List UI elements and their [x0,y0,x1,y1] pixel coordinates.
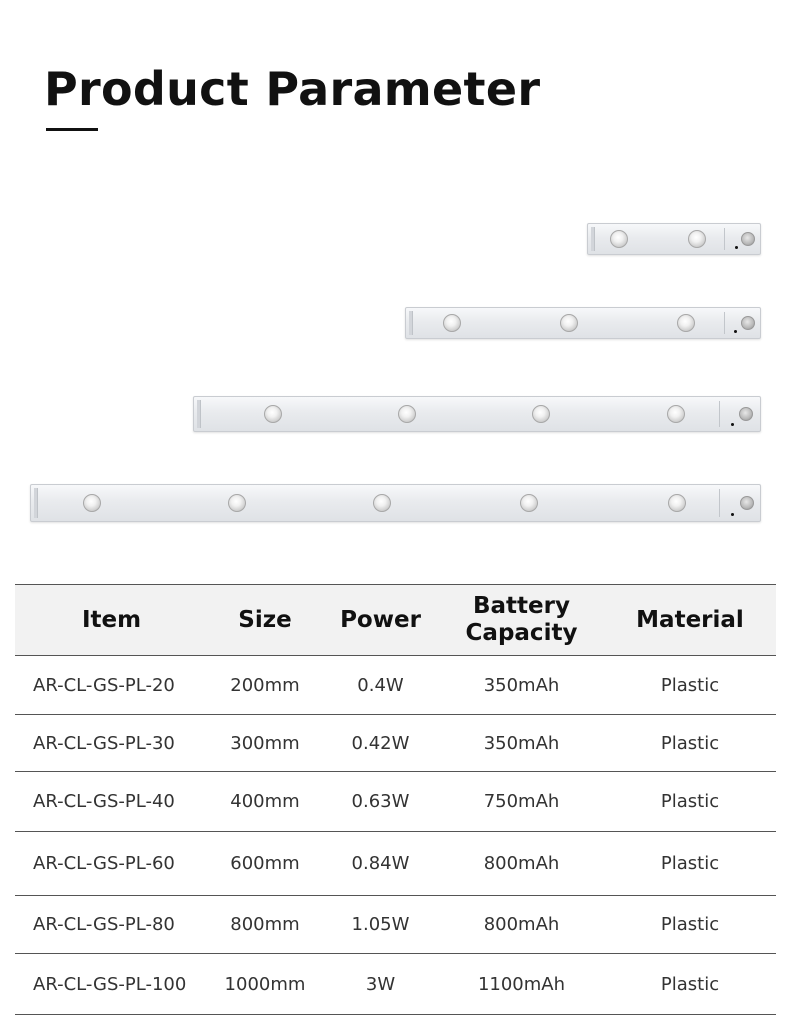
cell-size: 800mm [208,896,322,954]
table-row [15,954,776,1015]
cell-size: 1000mm [208,954,322,1015]
bar-divider [719,489,720,517]
cell-material: Plastic [604,896,776,954]
column-header-size: Size [208,585,322,656]
cell-battery: 350mAh [439,715,604,772]
cell-material: Plastic [604,715,776,772]
led-icon [668,494,686,512]
led-icon [443,314,461,332]
cell-battery: 800mAh [439,896,604,954]
light-bar-medium [405,307,761,339]
product-parameter-table [15,584,776,1015]
cell-item: AR-CL-GS-PL-30 [15,715,208,772]
led-icon [688,230,706,248]
cell-power: 0.63W [322,772,439,832]
column-header-material: Material [604,585,776,656]
sensor-icon [741,316,755,330]
bar-divider [724,312,725,334]
cell-item: AR-CL-GS-PL-60 [15,832,208,896]
column-header-item: Item [15,585,208,656]
cell-battery: 800mAh [439,832,604,896]
cell-size: 600mm [208,832,322,896]
cell-battery: 350mAh [439,656,604,715]
led-icon [560,314,578,332]
led-icon [83,494,101,512]
led-icon [228,494,246,512]
bar-endcap [197,400,201,428]
cell-size: 400mm [208,772,322,832]
column-header-power: Power [322,585,439,656]
cell-item: AR-CL-GS-PL-20 [15,656,208,715]
bar-endcap [591,227,595,251]
led-icon [398,405,416,423]
sensor-icon [740,496,754,510]
led-icon [520,494,538,512]
indicator-dot [731,513,734,516]
table-row [15,832,776,896]
light-bar-long [193,396,761,432]
light-bar-longest [30,484,761,522]
table-row [15,656,776,715]
cell-item: AR-CL-GS-PL-80 [15,896,208,954]
cell-power: 1.05W [322,896,439,954]
led-icon [532,405,550,423]
title-underline [46,128,98,131]
cell-material: Plastic [604,656,776,715]
led-icon [667,405,685,423]
table-row [15,715,776,772]
indicator-dot [731,423,734,426]
led-icon [373,494,391,512]
table-header-row [15,585,776,656]
page-title: Product Parameter [44,62,541,116]
sensor-icon [741,232,755,246]
cell-size: 200mm [208,656,322,715]
cell-power: 3W [322,954,439,1015]
led-icon [677,314,695,332]
cell-material: Plastic [604,954,776,1015]
cell-size: 300mm [208,715,322,772]
cell-power: 0.4W [322,656,439,715]
bar-divider [724,228,725,250]
battery-header-line1: Battery [473,593,570,619]
cell-power: 0.84W [322,832,439,896]
table-row [15,772,776,832]
bar-divider [719,401,720,427]
sensor-icon [739,407,753,421]
bar-endcap [34,488,38,518]
led-icon [610,230,628,248]
cell-material: Plastic [604,772,776,832]
light-bar-short [587,223,761,255]
indicator-dot [734,330,737,333]
cell-power: 0.42W [322,715,439,772]
cell-battery: 750mAh [439,772,604,832]
battery-header-line2: Capacity [465,620,578,646]
led-icon [264,405,282,423]
indicator-dot [735,246,738,249]
table-row [15,896,776,954]
cell-material: Plastic [604,832,776,896]
cell-battery: 1100mAh [439,954,604,1015]
column-header-battery-capacity [439,585,604,656]
bar-endcap [409,311,413,335]
cell-item: AR-CL-GS-PL-40 [15,772,208,832]
cell-item: AR-CL-GS-PL-100 [15,954,208,1015]
